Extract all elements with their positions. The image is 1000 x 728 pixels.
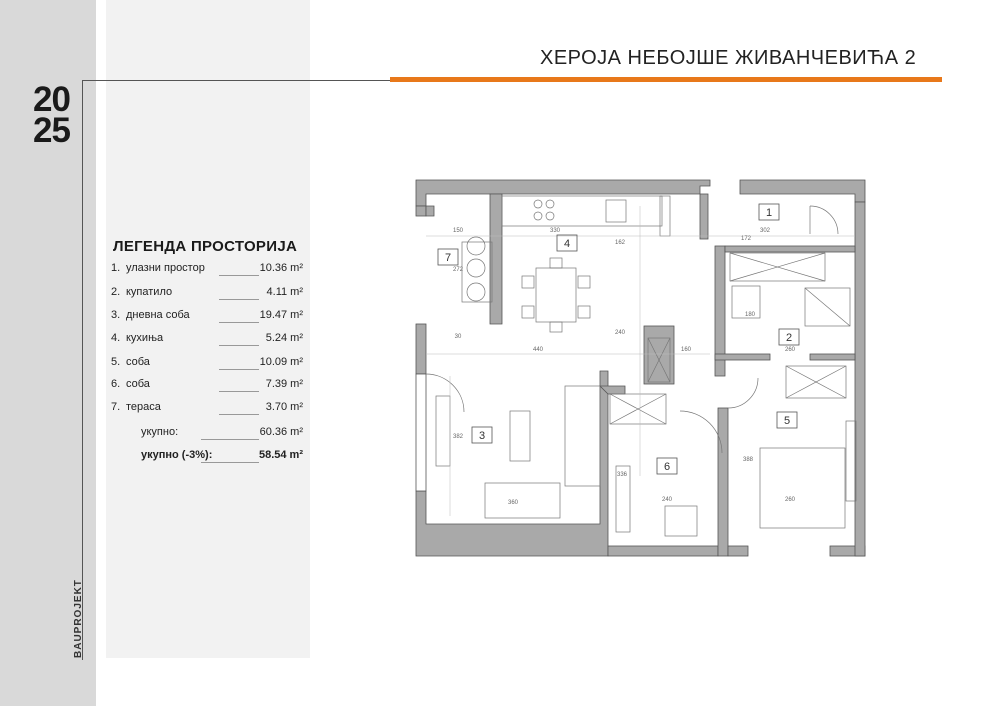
brand-logo: BAUPROJEKT xyxy=(73,579,84,658)
dim-label: 330 xyxy=(549,228,561,234)
dim-label: 260 xyxy=(784,497,796,503)
dim-label: 30 xyxy=(454,334,462,340)
dim-label: 240 xyxy=(614,330,626,336)
walls xyxy=(416,180,865,556)
total-reduced-label: укупно (-3%): xyxy=(141,449,213,461)
dim-label: 162 xyxy=(614,240,626,246)
dim-label: 160 xyxy=(680,347,692,353)
total-reduced-row xyxy=(141,449,303,461)
dim-label: 440 xyxy=(532,347,544,353)
dim-label: 382 xyxy=(452,434,464,440)
total-label: укупно: xyxy=(141,426,179,438)
accent-bar xyxy=(390,77,942,82)
legend-title: ЛЕГЕНДА ПРОСТОРИЈА xyxy=(113,238,298,255)
dim-label: 150 xyxy=(452,228,464,234)
legend-row: 4. кухиња 5.24 m² xyxy=(111,332,303,344)
dim-label: 240 xyxy=(661,497,673,503)
dim-label: 336 xyxy=(616,472,628,478)
year-bottom: 25 xyxy=(33,111,70,150)
floor-plan xyxy=(410,176,870,571)
room-label: 5 xyxy=(783,415,791,427)
room-label: 7 xyxy=(444,252,452,264)
dim-label: 260 xyxy=(784,347,796,353)
legend-row: 6. соба 7.39 m² xyxy=(111,378,303,390)
legend-row: 2. купатило 4.11 m² xyxy=(111,286,303,298)
room-label: 2 xyxy=(785,332,793,344)
total-area: 60.36 m² xyxy=(259,426,303,438)
year-top: 20 xyxy=(33,80,70,119)
dim-label: 272 xyxy=(452,267,464,273)
dim-label: 172 xyxy=(740,236,752,242)
total-reduced-area: 58.54 m² xyxy=(258,449,303,461)
page-title: ХЕРОЈА НЕБОЈШЕ ЖИВАНЧЕВИЋА 2 xyxy=(540,47,917,69)
legend-row: 3. дневна соба 19.47 m² xyxy=(111,309,303,321)
brand-wrap xyxy=(73,579,87,728)
room-label: 6 xyxy=(663,461,671,473)
year xyxy=(33,80,70,150)
dim-label: 360 xyxy=(507,500,519,506)
legend-row: 5. соба 10.09 m² xyxy=(111,356,303,368)
room-label: 4 xyxy=(563,238,571,250)
room-label: 3 xyxy=(478,430,486,442)
room-label: 1 xyxy=(765,207,773,219)
legend-row: 7. тераса 3.70 m² xyxy=(111,401,303,413)
legend-panel xyxy=(106,0,310,658)
frame-vertical-line xyxy=(82,80,83,660)
dim-label: 180 xyxy=(744,312,756,318)
dim-label: 302 xyxy=(759,228,771,234)
legend-row: 1. улазни простор 10.36 m² xyxy=(111,262,303,274)
dim-label: 388 xyxy=(742,457,754,463)
total-row xyxy=(141,426,303,438)
